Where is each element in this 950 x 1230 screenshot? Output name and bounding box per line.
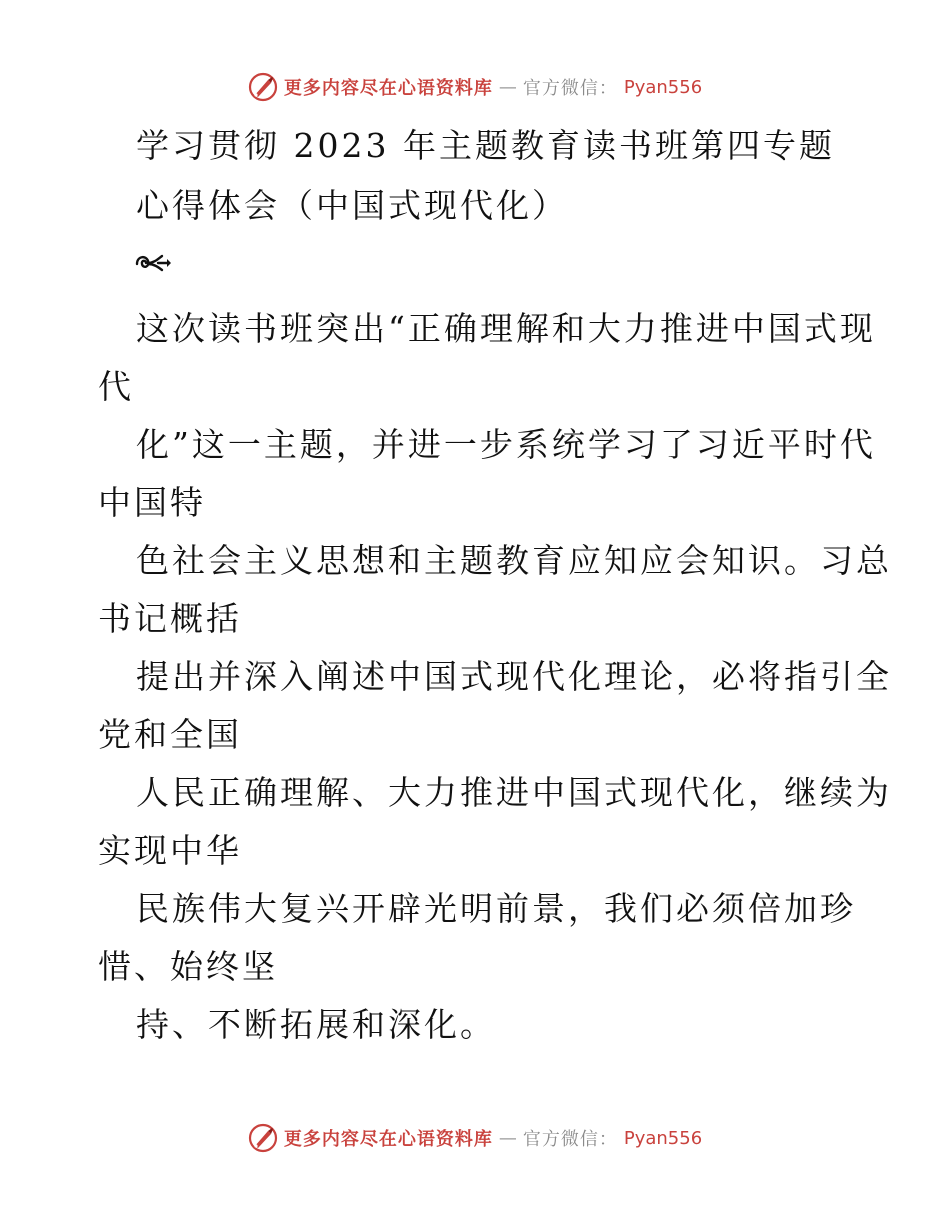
document-title-line-1: 学习贯彻 2023 年主题教育读书班第四专题 [136,126,835,165]
watermark-separator: — [498,1127,517,1149]
body-line: 人民正确理解、大力推进中国式现代化，继续为 [136,773,892,812]
body-paragraph [98,300,892,1054]
document-title-line-2: 心得体会（中国式现代化） [136,186,568,225]
document-body [98,300,892,1054]
body-line: 实现中华 [98,831,242,870]
footer-watermark [0,1123,950,1153]
quill-pen-icon [248,1123,278,1153]
body-line: 色社会主义思想和主题教育应知应会知识。习总 [136,541,892,580]
body-line: 党和全国 [98,715,242,754]
body-line: 这次读书班突出“正确理解和大力推进中国式现 [136,309,876,348]
body-line: 惜、始终坚 [98,947,278,986]
body-line: 书记概括 [98,599,242,638]
body-line: 提出并深入阐述中国式现代化理论，必将指引全 [136,657,892,696]
watermark-wechat-id: Pyan556 [623,1127,703,1149]
watermark-wechat-id: Pyan556 [623,76,703,98]
watermark-main-text: 更多内容尽在心语资料库 [283,78,493,99]
header-watermark [0,72,950,102]
body-line: 化”这一主题，并进一步系统学习了习近平时代 [136,425,876,464]
body-line: 中国特 [98,483,206,522]
watermark-wechat-label: 官方微信： [522,1129,618,1150]
body-line: 代 [98,367,134,406]
watermark-wechat-label: 官方微信： [522,78,618,99]
watermark-main-text: 更多内容尽在心语资料库 [283,1129,493,1150]
fleuron-ornament-icon [134,250,172,276]
quill-pen-icon [248,72,278,102]
body-line: 持、不断拓展和深化。 [136,1005,496,1044]
watermark-separator: — [498,76,517,98]
body-line: 民族伟大复兴开辟光明前景，我们必须倍加珍 [136,889,856,928]
